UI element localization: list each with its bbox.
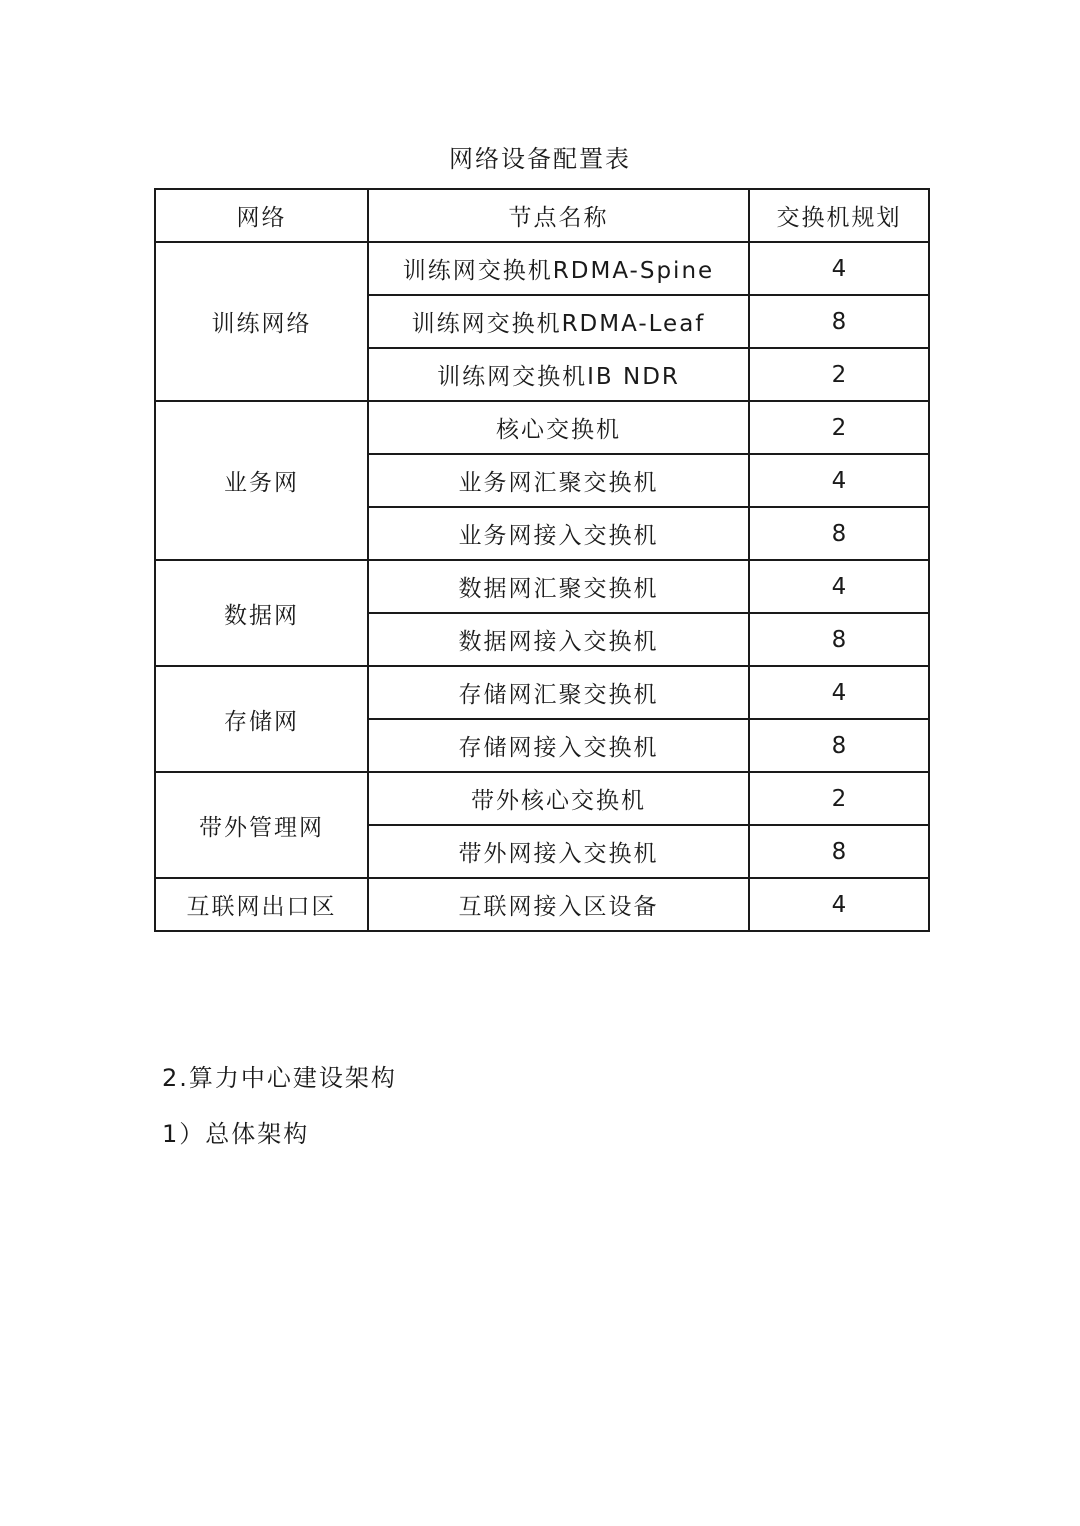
network-cell: 带外管理网 xyxy=(155,772,368,878)
switch-count-cell: 4 xyxy=(749,560,929,613)
switch-count-cell: 8 xyxy=(749,719,929,772)
table-row xyxy=(155,772,929,825)
switch-count-cell: 2 xyxy=(749,348,929,401)
node-name-cell: 数据网汇聚交换机 xyxy=(368,560,749,613)
network-cell: 训练网络 xyxy=(155,242,368,401)
switch-count-cell: 4 xyxy=(749,454,929,507)
table-title: 网络设备配置表 xyxy=(449,145,631,173)
node-name-cell: 互联网接入区设备 xyxy=(368,878,749,931)
switch-count-cell: 2 xyxy=(749,401,929,454)
table-row xyxy=(155,242,929,295)
switch-count-cell: 2 xyxy=(749,772,929,825)
switch-count-cell: 4 xyxy=(749,242,929,295)
header-network: 网络 xyxy=(155,189,368,242)
switch-count-cell: 4 xyxy=(749,878,929,931)
header-switch-plan: 交换机规划 xyxy=(749,189,929,242)
table-row xyxy=(155,666,929,719)
table-row xyxy=(155,401,929,454)
node-name-cell: 数据网接入交换机 xyxy=(368,613,749,666)
table-header-row xyxy=(155,189,929,242)
table-row xyxy=(155,878,929,931)
node-name-cell: 训练网交换机RDMA-Spine xyxy=(368,242,749,295)
header-node-name: 节点名称 xyxy=(368,189,749,242)
node-name-cell: 存储网汇聚交换机 xyxy=(368,666,749,719)
switch-count-cell: 8 xyxy=(749,295,929,348)
network-cell: 互联网出口区 xyxy=(155,878,368,931)
node-name-cell: 业务网接入交换机 xyxy=(368,507,749,560)
network-cell: 数据网 xyxy=(155,560,368,666)
switch-count-cell: 8 xyxy=(749,613,929,666)
node-name-cell: 业务网汇聚交换机 xyxy=(368,454,749,507)
network-cell: 业务网 xyxy=(155,401,368,560)
switch-count-cell: 8 xyxy=(749,825,929,878)
sub-heading: 1）总体架构 xyxy=(162,1120,310,1148)
node-name-cell: 训练网交换机RDMA-Leaf xyxy=(368,295,749,348)
network-cell: 存储网 xyxy=(155,666,368,772)
node-name-cell: 存储网接入交换机 xyxy=(368,719,749,772)
section-heading: 2.算力中心建设架构 xyxy=(162,1064,397,1092)
switch-count-cell: 8 xyxy=(749,507,929,560)
node-name-cell: 带外网接入交换机 xyxy=(368,825,749,878)
switch-count-cell: 4 xyxy=(749,666,929,719)
table-row xyxy=(155,560,929,613)
network-equipment-table xyxy=(154,188,930,932)
node-name-cell: 带外核心交换机 xyxy=(368,772,749,825)
node-name-cell: 训练网交换机IB NDR xyxy=(368,348,749,401)
node-name-cell: 核心交换机 xyxy=(368,401,749,454)
